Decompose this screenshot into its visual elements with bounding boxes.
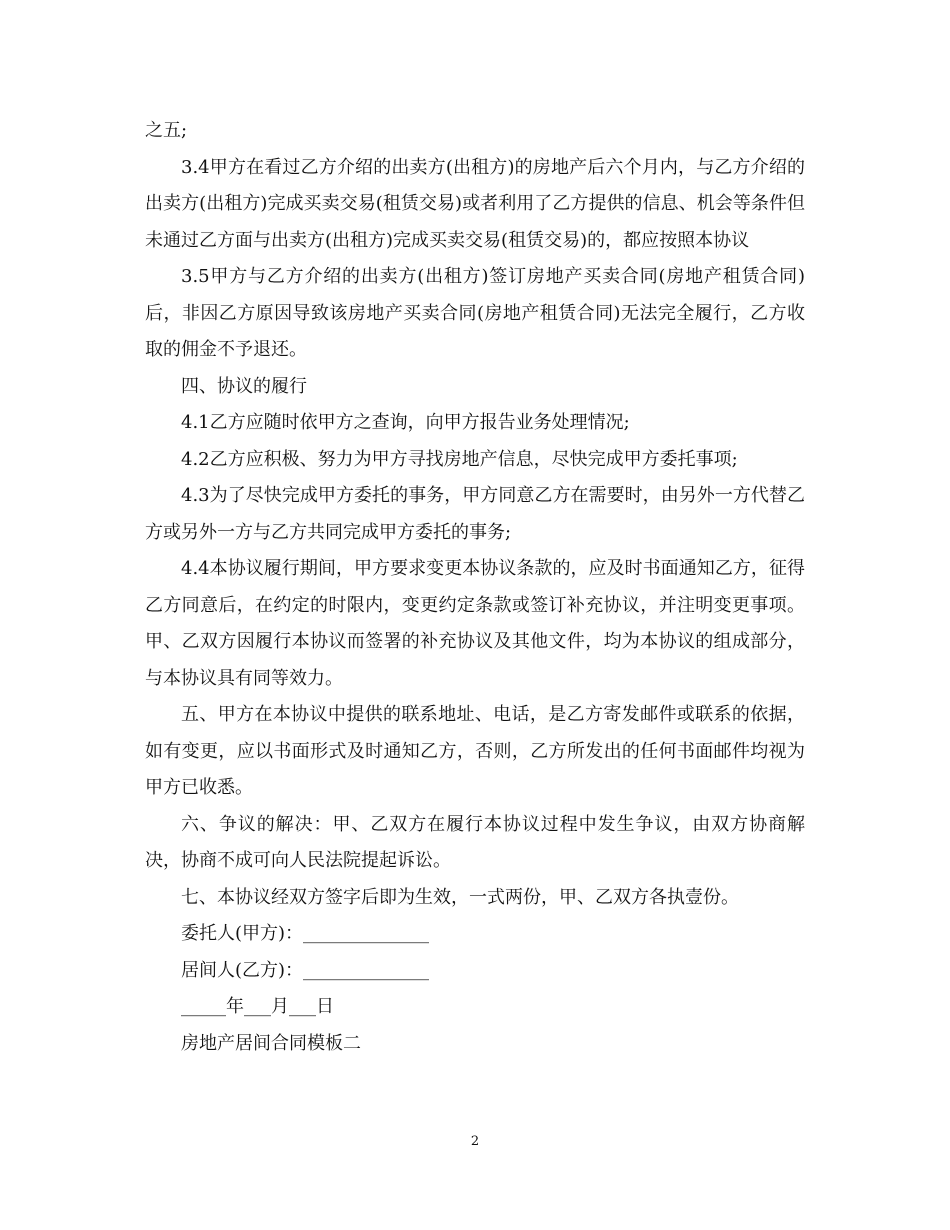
signature-line-party-b: 居间人(乙方)：______________ [181, 959, 430, 981]
signature-line-party-a: 委托人(甲方)：______________ [181, 923, 430, 944]
section-7: 七、本协议经双方签字后即为生效，一式两份，甲、乙双方各执壹份。 [181, 886, 739, 908]
date-line: _____年___月___日 [181, 996, 334, 1017]
page-number: 2 [470, 1134, 480, 1149]
section-5: 五、甲方在本协议中提供的联系地址、电话，是乙方寄发邮件或联系的依据，如有变更，应以书面形式及时通知乙方，否则，乙方所发出的任何书面邮件均视为甲方已收悉。 [145, 704, 805, 798]
section-6: 六、争议的解决：甲、乙双方在履行本协议过程中发生争议，由双方协商解决，协商不成可向人民法院提起诉讼。 [145, 813, 805, 871]
clause-4-2: 4.2乙方应积极、努力为甲方寻找房地产信息，尽快完成甲方委托事项; [181, 448, 738, 470]
paragraph-continuation: 之五; [145, 120, 188, 141]
clause-3-4: 3.4甲方在看过乙方介绍的出卖方(出租方)的房地产后六个月内，与乙方介绍的出卖方(出租方)完成买卖交易(租赁交易)或者利用了乙方提供的信息、机会等条件但未通过乙方面与出卖方(出租方)完成买卖交易(租赁交易)的，都应按照本协议 [145, 156, 805, 251]
clause-4-3: 4.3为了尽快完成甲方委托的事务，甲方同意乙方在需要时，由另外一方代替乙方或另外一方与乙方共同完成甲方委托的事务; [145, 485, 805, 543]
section-heading-4: 四、协议的履行 [181, 375, 307, 397]
template-title: 房地产居间合同模板二 [181, 1032, 361, 1054]
document-body [145, 113, 805, 1062]
clause-4-1: 4.1乙方应随时依甲方之查询，向甲方报告业务处理情况; [181, 412, 630, 433]
clause-3-5: 3.5甲方与乙方介绍的出卖方(出租方)签订房地产买卖合同(房地产租赁合同)后，非因乙方原因导致该房地产买卖合同(房地产租赁合同)无法完全履行，乙方收取的佣金不予退还。 [145, 266, 805, 360]
clause-4-4: 4.4本协议履行期间，甲方要求变更本协议条款的，应及时书面通知乙方，征得乙方同意后，在约定的时限内，变更约定条款或签订补充协议，并注明变更事项。甲、乙双方因履行本协议而签署的补充协议及其他文件，均为本协议的组成部分，与本协议具有同等效力。 [145, 558, 805, 689]
